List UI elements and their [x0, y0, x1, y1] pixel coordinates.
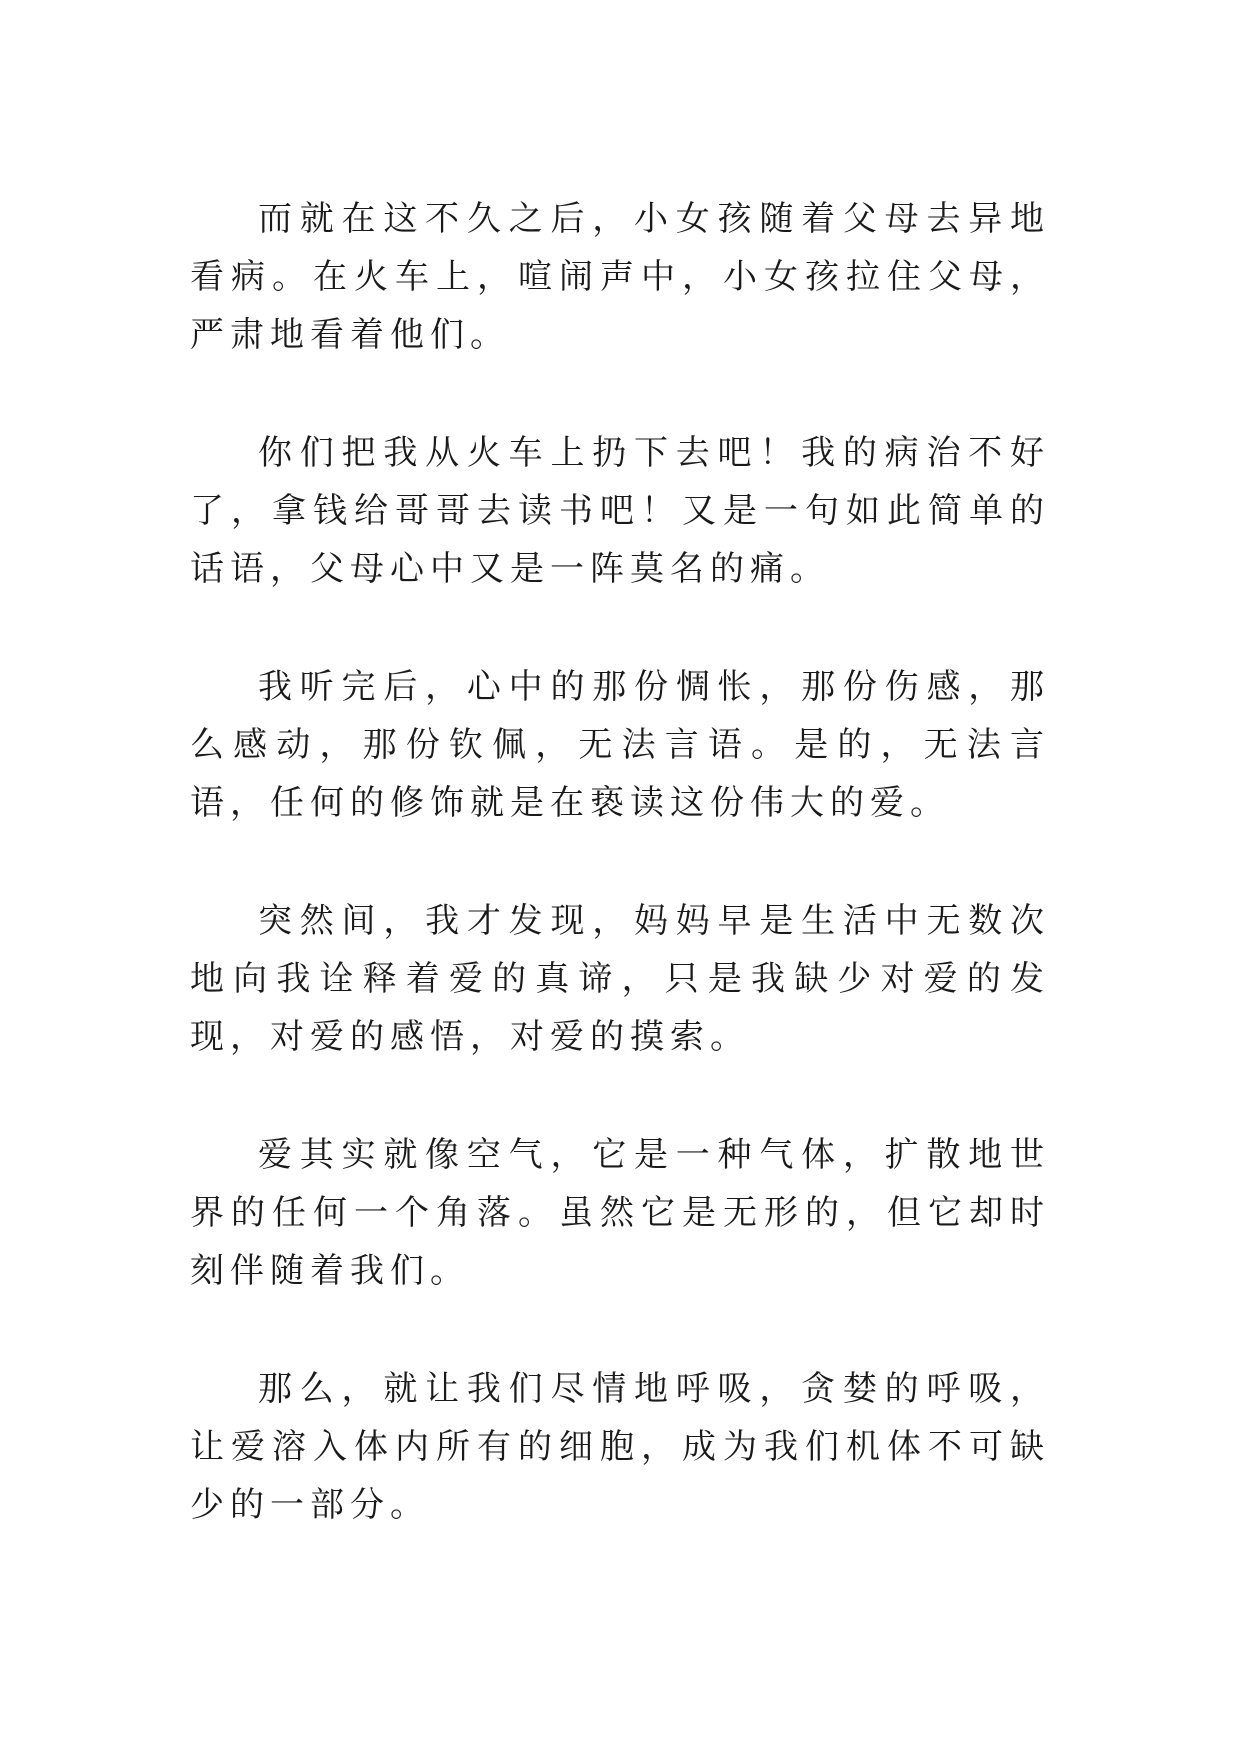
- paragraph: 而就在这不久之后，小女孩随着父母去异地看病。在火车上，喧闹声中，小女孩拉住父母，严肃地看着他们。: [190, 199, 1050, 355]
- paragraph: 突然间，我才发现，妈妈早是生活中无数次地向我诠释着爱的真谛，只是我缺少对爱的发现，对爱的感悟，对爱的摸索。: [190, 901, 1050, 1057]
- paragraph: 我听完后，心中的那份惆怅，那份伤感，那么感动，那份钦佩，无法言语。是的，无法言语，任何的修饰就是在亵读这份伟大的爱。: [190, 667, 1050, 823]
- paragraph: 爱其实就像空气，它是一种气体，扩散地世界的任何一个角落。虽然它是无形的，但它却时刻伴随着我们。: [190, 1135, 1050, 1291]
- paragraph: 你们把我从火车上扔下去吧！我的病治不好了，拿钱给哥哥去读书吧！又是一句如此简单的话语，父母心中又是一阵莫名的痛。: [190, 433, 1050, 589]
- paragraph: 那么，就让我们尽情地呼吸，贪婪的呼吸，让爱溶入体内所有的细胞，成为我们机体不可缺少的一部分。: [190, 1369, 1050, 1525]
- document-body: [190, 190, 1050, 1534]
